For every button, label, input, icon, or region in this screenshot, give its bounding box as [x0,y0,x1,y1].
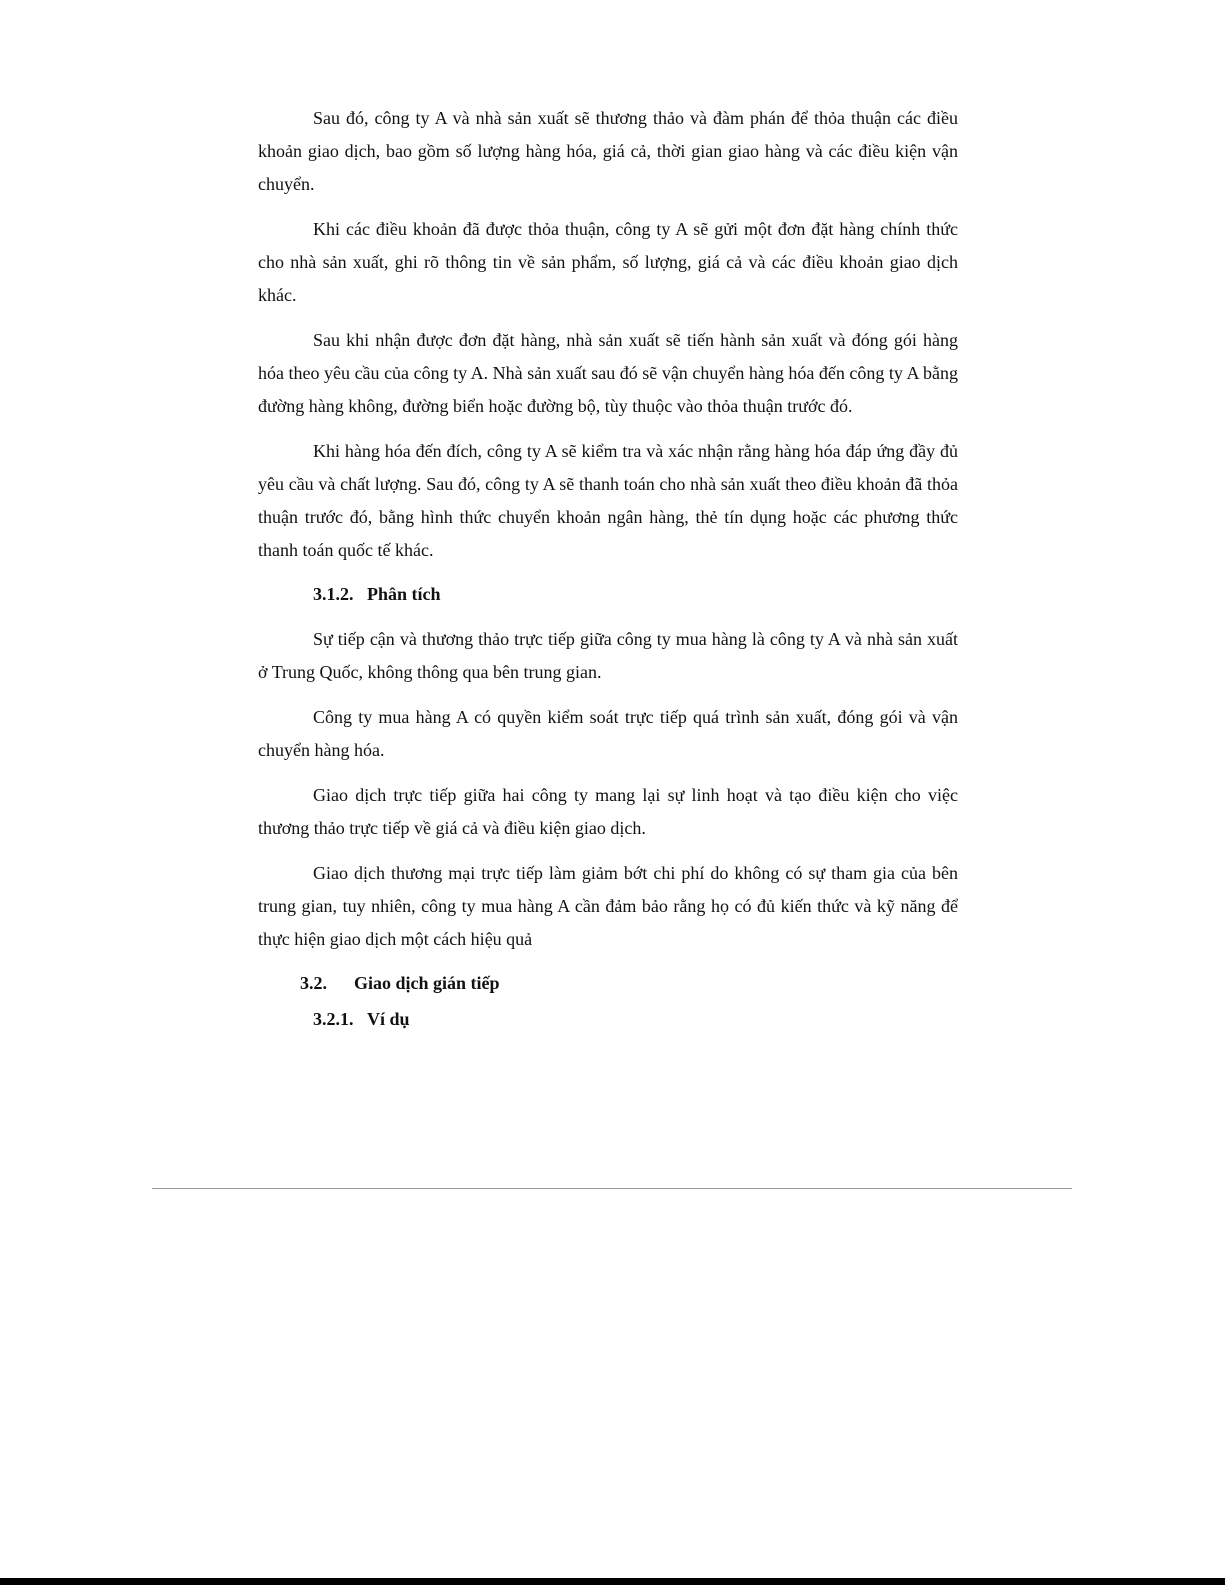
page-bottom-edge [0,1578,1225,1585]
section-number: 3.2. [300,973,327,993]
paragraph: Sự tiếp cận và thương thảo trực tiếp giữa công ty mua hàng là công ty A và nhà sản xuất ở Trung Quốc, không thông qua bên trung gian. [258,629,958,682]
section-heading-3-2 [300,968,958,998]
section-title: Ví dụ [367,1009,410,1029]
paragraph: Giao dịch trực tiếp giữa hai công ty mang lại sự linh hoạt và tạo điều kiện cho việc thương thảo trực tiếp về giá cả và điều kiện giao dịch. [258,785,958,838]
section-heading-3-1-2 [313,579,958,609]
paragraph: Khi hàng hóa đến đích, công ty A sẽ kiểm tra và xác nhận rằng hàng hóa đáp ứng đầy đủ yêu cầu và chất lượng. Sau đó, công ty A sẽ thanh toán cho nhà sản xuất theo điều khoản đã thỏa thuận trước đó, bằng hình thức chuyển khoản ngân hàng, thẻ tín dụng hoặc các phương thức thanh toán quốc tế khác. [258,441,958,560]
paragraph: Sau đó, công ty A và nhà sản xuất sẽ thương thảo và đàm phán để thỏa thuận các điều khoản giao dịch, bao gồm số lượng hàng hóa, giá cả, thời gian giao hàng và các điều kiện vận chuyển. [258,108,958,194]
section-number: 3.1.2. [313,584,354,604]
paragraph: Giao dịch thương mại trực tiếp làm giảm bớt chi phí do không có sự tham gia của bên trung gian, tuy nhiên, công ty mua hàng A cần đảm bảo rằng họ có đủ kiến thức và kỹ năng để thực hiện giao dịch một cách hiệu quả [258,863,958,949]
paragraph: Sau khi nhận được đơn đặt hàng, nhà sản xuất sẽ tiến hành sản xuất và đóng gói hàng hóa theo yêu cầu của công ty A. Nhà sản xuất sau đó sẽ vận chuyển hàng hóa đến công ty A bằng đường hàng không, đường biển hoặc đường bộ, tùy thuộc vào thỏa thuận trước đó. [258,330,958,416]
section-number: 3.2.1. [313,1009,354,1029]
paragraph: Công ty mua hàng A có quyền kiểm soát trực tiếp quá trình sản xuất, đóng gói và vận chuyển hàng hóa. [258,707,958,760]
footer-divider [152,1188,1072,1189]
section-heading-3-2-1 [313,1004,958,1034]
section-title: Giao dịch gián tiếp [354,973,500,993]
document-body [258,102,958,1048]
section-title: Phân tích [367,584,441,604]
paragraph: Khi các điều khoản đã được thỏa thuận, công ty A sẽ gửi một đơn đặt hàng chính thức cho nhà sản xuất, ghi rõ thông tin về sản phẩm, số lượng, giá cả và các điều khoản giao dịch khác. [258,219,958,305]
